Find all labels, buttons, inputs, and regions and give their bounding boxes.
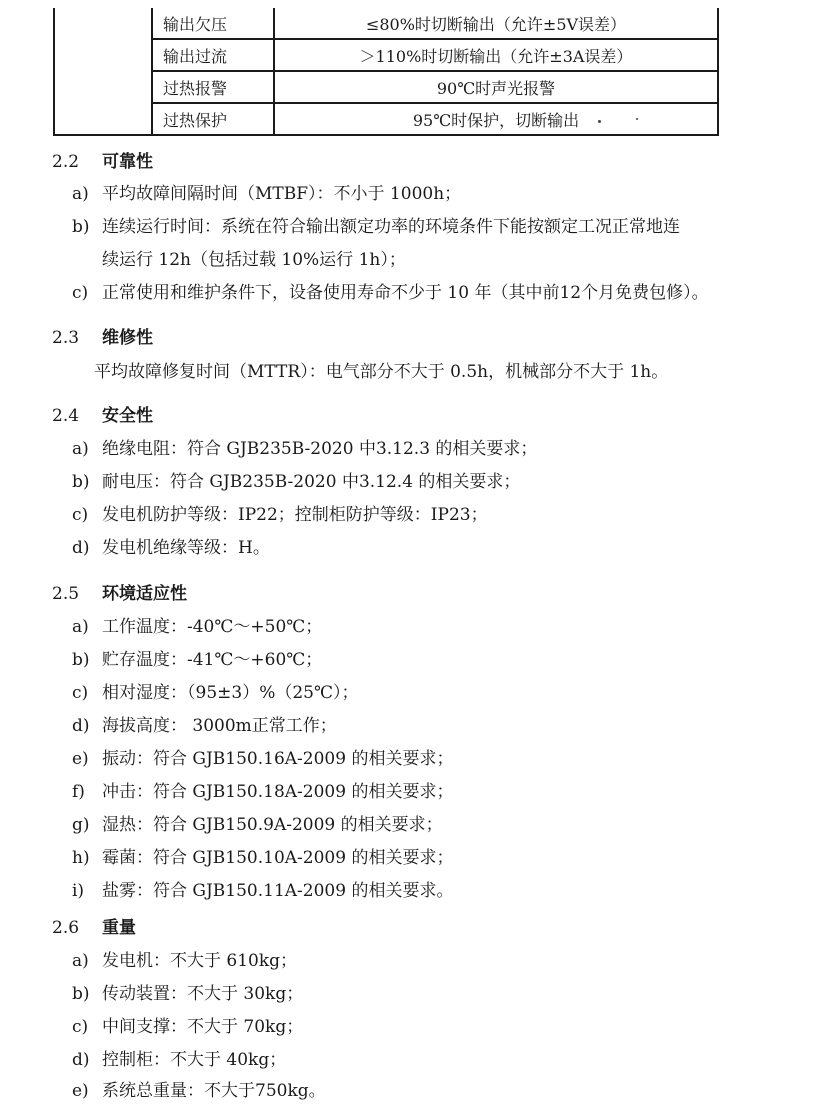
list-item bbox=[72, 747, 453, 771]
list-item bbox=[72, 215, 680, 239]
list-item-label: b) bbox=[72, 984, 90, 1004]
table-cell-requirement: 90℃时声光报警 bbox=[274, 71, 718, 103]
table-row bbox=[54, 103, 718, 135]
list-item-text: 贮存温度：-41℃～+60℃； bbox=[102, 650, 323, 670]
section-title: 环境适应性 bbox=[102, 584, 187, 604]
list-item-label: d) bbox=[72, 1050, 90, 1070]
section-number: 2.5 bbox=[52, 584, 80, 604]
list-item-text: 盐雾：符合 GJB150.11A-2009 的相关要求。 bbox=[102, 881, 454, 901]
section-heading bbox=[52, 404, 153, 428]
table-cell-item: 输出欠压 bbox=[152, 8, 274, 39]
table-row bbox=[54, 8, 718, 39]
section-title: 可靠性 bbox=[102, 152, 153, 172]
section-heading bbox=[52, 150, 153, 174]
list-item-text: 振动：符合 GJB150.16A-2009 的相关要求； bbox=[102, 749, 454, 769]
section-heading bbox=[52, 916, 136, 940]
list-item-text: 平均故障间隔时间（MTBF）：不小于 1000h； bbox=[102, 184, 462, 204]
list-item bbox=[72, 780, 453, 804]
list-item bbox=[72, 281, 709, 305]
list-item-text: 控制柜：不大于 40kg； bbox=[102, 1050, 287, 1070]
section-title: 维修性 bbox=[102, 328, 153, 348]
list-item-label: b) bbox=[72, 472, 90, 492]
section-title: 安全性 bbox=[102, 406, 153, 426]
table-row bbox=[54, 39, 718, 71]
list-item-label: d) bbox=[72, 716, 90, 736]
table-cell-item: 过热报警 bbox=[152, 71, 274, 103]
list-item-label: e) bbox=[72, 749, 89, 769]
list-item bbox=[72, 503, 488, 527]
list-item bbox=[72, 982, 303, 1006]
list-item-label: f) bbox=[72, 782, 85, 802]
table-cell-item: 输出过流 bbox=[152, 39, 274, 71]
list-item-text: 冲击：符合 GJB150.18A-2009 的相关要求； bbox=[102, 782, 454, 802]
list-item-label: a) bbox=[72, 951, 89, 971]
list-item-text: 发电机：不大于 610kg； bbox=[102, 951, 298, 971]
list-item bbox=[72, 536, 270, 560]
table-cell-item: 过热保护 bbox=[152, 103, 274, 135]
table-cell-requirement: ≤80%时切断输出（允许±5V误差） bbox=[274, 8, 718, 39]
section-number: 2.6 bbox=[52, 918, 80, 938]
list-item-text: 霉菌：符合 GJB150.10A-2009 的相关要求； bbox=[102, 848, 454, 868]
list-item-label: g) bbox=[72, 815, 90, 835]
list-item-continuation: 续运行 12h（包括过载 10%运行 1h）； bbox=[102, 250, 406, 270]
list-item bbox=[72, 846, 453, 870]
section-heading bbox=[52, 326, 153, 350]
list-item bbox=[72, 949, 297, 973]
list-item bbox=[72, 813, 443, 837]
list-item-text: 工作温度：-40℃～+50℃； bbox=[102, 617, 323, 637]
section-number: 2.3 bbox=[52, 328, 80, 348]
table-row bbox=[54, 71, 718, 103]
list-item bbox=[72, 681, 359, 705]
list-item-label: c) bbox=[72, 683, 89, 703]
list-item-text: 绝缘电阻：符合 GJB235B-2020 中3.12.3 的相关要求； bbox=[102, 439, 538, 459]
list-item-text: 系统总重量：不大于750kg。 bbox=[102, 1081, 326, 1101]
list-item bbox=[72, 714, 337, 738]
list-item-text: 发电机防护等级：IP22；控制柜防护等级：IP23； bbox=[102, 505, 488, 525]
list-item bbox=[72, 437, 537, 461]
section-number: 2.2 bbox=[52, 152, 80, 172]
list-item-label: h) bbox=[72, 848, 90, 868]
list-item-text: 耐电压：符合 GJB235B-2020 中3.12.4 的相关要求； bbox=[102, 472, 521, 492]
spec-table bbox=[53, 8, 719, 136]
list-item-text: 连续运行时间：系统在符合输出额定功率的环境条件下能按额定工况正常地连 bbox=[102, 217, 680, 237]
list-item-label: d) bbox=[72, 538, 90, 558]
list-item-label: a) bbox=[72, 439, 89, 459]
list-item-label: b) bbox=[72, 217, 90, 237]
list-item-label: b) bbox=[72, 650, 90, 670]
list-item-label: a) bbox=[72, 617, 89, 637]
merged-blank-cell bbox=[54, 8, 152, 135]
paragraph: 平均故障修复时间（MTTR）：电气部分不大于 0.5h，机械部分不大于 1h。 bbox=[94, 362, 669, 382]
list-item-label: c) bbox=[72, 1017, 89, 1037]
list-item-text: 发电机绝缘等级：H。 bbox=[102, 538, 270, 558]
list-item-label: e) bbox=[72, 1081, 89, 1101]
section-number: 2.4 bbox=[52, 406, 80, 426]
section-heading bbox=[52, 582, 187, 606]
table-cell-requirement: 95℃时保护，切断输出 bbox=[274, 103, 718, 135]
table-cell-requirement: ＞110%时切断输出（允许±3A误差） bbox=[274, 39, 718, 71]
list-item-label: c) bbox=[72, 505, 89, 525]
list-item-label: c) bbox=[72, 283, 89, 303]
list-item-text: 传动装置：不大于 30kg； bbox=[102, 984, 304, 1004]
list-item-text: 海拔高度： 3000m正常工作； bbox=[102, 716, 337, 736]
list-item bbox=[72, 1079, 326, 1103]
scan-speck bbox=[598, 120, 601, 123]
list-item-text: 中间支撑：不大于 70kg； bbox=[102, 1017, 304, 1037]
list-item bbox=[72, 879, 453, 903]
list-item-label: i) bbox=[72, 881, 85, 901]
scan-speck bbox=[636, 118, 638, 120]
list-item bbox=[72, 470, 520, 494]
list-item bbox=[72, 1048, 286, 1072]
list-item-text: 相对湿度：（95±3）%（25℃）； bbox=[102, 683, 359, 703]
list-item bbox=[72, 615, 322, 639]
list-item bbox=[72, 182, 461, 206]
list-item-text: 正常使用和维护条件下，设备使用寿命不少于 10 年（其中前12个月免费包修）。 bbox=[102, 283, 709, 303]
section-title: 重量 bbox=[102, 918, 136, 938]
list-item-text: 湿热：符合 GJB150.9A-2009 的相关要求； bbox=[102, 815, 443, 835]
list-item bbox=[72, 1015, 303, 1039]
list-item bbox=[72, 648, 322, 672]
list-item-label: a) bbox=[72, 184, 89, 204]
